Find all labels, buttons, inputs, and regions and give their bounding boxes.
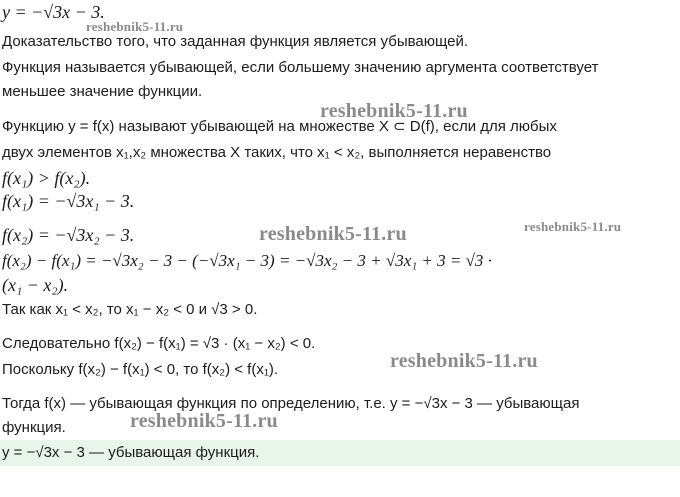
- answer-box: [0, 440, 680, 466]
- answer-text: y = −√3x − 3 — убывающая функция.: [2, 444, 260, 461]
- heading-formula: y = −√3x − 3.: [2, 2, 105, 22]
- condition-line-2: двух элементов x₁,x₂ множества X таких, что x₁ < x₂, выполняется неравенство: [2, 144, 552, 161]
- difference-line-2: (x₁ − x₂).: [2, 275, 69, 295]
- definition-line-2: меньшее значение функции.: [2, 83, 203, 100]
- since-line: Так как x₁ < x₂, то x₁ − x₂ < 0 и √3 > 0.: [2, 301, 258, 318]
- condition-line-3: f(x₁) > f(x₂).: [2, 168, 91, 188]
- watermark: reshebnik5-11.ru: [86, 19, 184, 34]
- equation-f-x2: f(x₂) = −√3x₂ − 3.: [2, 225, 135, 245]
- because-line: Поскольку f(x₂) − f(x₁) < 0, то f(x₂) < f(x₁).: [2, 361, 279, 378]
- watermark: reshebnik5-11.ru: [130, 410, 278, 432]
- definition-line-1: Функция называется убывающей, если большему значению аргумента соответствует: [2, 59, 599, 76]
- difference-line-1: f(x₂) − f(x₁) = −√3x₂ − 3 − (−√3x₁ − 3) = −√3x₂ − 3 + √3x₁ + 3 = √3 ·: [2, 251, 492, 270]
- watermark: reshebnik5-11.ru: [320, 100, 468, 122]
- watermark: reshebnik5-11.ru: [259, 223, 407, 245]
- watermark: reshebnik5-11.ru: [524, 219, 622, 234]
- conclusion-line-2: функция.: [2, 419, 66, 436]
- watermark: reshebnik5-11.ru: [390, 350, 538, 372]
- therefore-line: Следовательно f(x₂) − f(x₁) = √3 · (x₁ − x₂) < 0.: [2, 335, 316, 352]
- proof-title: Доказательство того, что заданная функция является убывающей.: [2, 33, 469, 50]
- equation-f-x1: f(x₁) = −√3x₁ − 3.: [2, 191, 135, 211]
- conclusion-line-1: Тогда f(x) — убывающая функция по определению, т.е. y = −√3x − 3 — убывающая: [2, 395, 580, 412]
- condition-line-1: Функцию y = f(x) называют убывающей на множестве X ⊂ D(f), если для любых: [2, 118, 557, 135]
